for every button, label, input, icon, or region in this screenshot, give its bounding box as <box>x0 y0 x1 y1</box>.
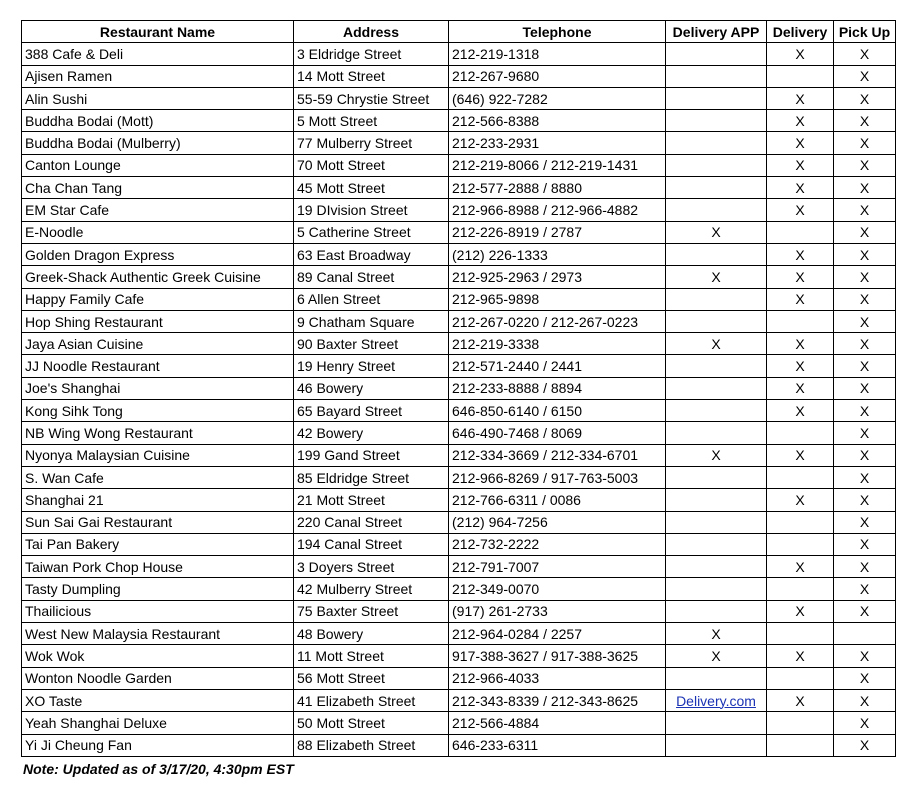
cell-telephone: 212-226-8919 / 2787 <box>449 221 666 243</box>
header-pick-up: Pick Up <box>834 21 896 43</box>
cell-pick-up: X <box>834 199 896 221</box>
cell-delivery-app <box>666 377 767 399</box>
cell-telephone: 212-966-8269 / 917-763-5003 <box>449 466 666 488</box>
cell-delivery-app <box>666 43 767 65</box>
cell-delivery <box>767 734 834 756</box>
cell-delivery: X <box>767 288 834 310</box>
cell-pick-up: X <box>834 533 896 555</box>
cell-delivery-app <box>666 689 767 711</box>
cell-address: 56 Mott Street <box>294 667 449 689</box>
cell-telephone: 212-925-2963 / 2973 <box>449 266 666 288</box>
cell-restaurant-name: EM Star Cafe <box>22 199 294 221</box>
cell-delivery <box>767 533 834 555</box>
table-row <box>22 511 896 533</box>
cell-telephone: (212) 964-7256 <box>449 511 666 533</box>
cell-pick-up: X <box>834 444 896 466</box>
cell-telephone: 212-233-8888 / 8894 <box>449 377 666 399</box>
update-note: Note: Updated as of 3/17/20, 4:30pm EST <box>23 761 294 777</box>
cell-restaurant-name: Wonton Noodle Garden <box>22 667 294 689</box>
cell-delivery <box>767 578 834 600</box>
cell-telephone: (212) 226-1333 <box>449 243 666 265</box>
cell-delivery: X <box>767 400 834 422</box>
cell-address: 85 Eldridge Street <box>294 466 449 488</box>
cell-address: 75 Baxter Street <box>294 600 449 622</box>
cell-telephone: 212-577-2888 / 8880 <box>449 177 666 199</box>
cell-address: 11 Mott Street <box>294 645 449 667</box>
cell-delivery: X <box>767 110 834 132</box>
cell-delivery: X <box>767 177 834 199</box>
cell-address: 55-59 Chrystie Street <box>294 87 449 109</box>
cell-restaurant-name: Jaya Asian Cuisine <box>22 333 294 355</box>
cell-delivery: X <box>767 333 834 355</box>
cell-delivery-app <box>666 422 767 444</box>
table-row <box>22 266 896 288</box>
table-row <box>22 355 896 377</box>
table-row <box>22 645 896 667</box>
cell-delivery-app: X <box>666 645 767 667</box>
cell-telephone: 212-219-3338 <box>449 333 666 355</box>
cell-delivery <box>767 65 834 87</box>
cell-pick-up: X <box>834 43 896 65</box>
cell-telephone: 212-349-0070 <box>449 578 666 600</box>
cell-address: 199 Gand Street <box>294 444 449 466</box>
cell-address: 48 Bowery <box>294 623 449 645</box>
cell-delivery <box>767 310 834 332</box>
cell-address: 14 Mott Street <box>294 65 449 87</box>
cell-pick-up: X <box>834 712 896 734</box>
cell-restaurant-name: 388 Cafe & Deli <box>22 43 294 65</box>
cell-restaurant-name: West New Malaysia Restaurant <box>22 623 294 645</box>
cell-address: 42 Bowery <box>294 422 449 444</box>
cell-pick-up: X <box>834 355 896 377</box>
cell-pick-up: X <box>834 645 896 667</box>
cell-delivery-app <box>666 199 767 221</box>
cell-delivery-app <box>666 533 767 555</box>
cell-pick-up <box>834 623 896 645</box>
cell-pick-up: X <box>834 377 896 399</box>
cell-delivery <box>767 667 834 689</box>
cell-delivery <box>767 623 834 645</box>
cell-restaurant-name: Wok Wok <box>22 645 294 667</box>
cell-telephone: 212-966-4033 <box>449 667 666 689</box>
table-body <box>22 43 896 757</box>
cell-restaurant-name: Golden Dragon Express <box>22 243 294 265</box>
cell-telephone: 212-566-8388 <box>449 110 666 132</box>
cell-address: 19 Henry Street <box>294 355 449 377</box>
cell-pick-up: X <box>834 243 896 265</box>
cell-delivery-app <box>666 489 767 511</box>
cell-restaurant-name: E-Noodle <box>22 221 294 243</box>
cell-restaurant-name: XO Taste <box>22 689 294 711</box>
cell-restaurant-name: Canton Lounge <box>22 154 294 176</box>
cell-delivery: X <box>767 154 834 176</box>
header-address: Address <box>294 21 449 43</box>
header-row <box>22 21 896 43</box>
cell-delivery: X <box>767 489 834 511</box>
cell-delivery-app: X <box>666 333 767 355</box>
cell-restaurant-name: Taiwan Pork Chop House <box>22 556 294 578</box>
table-row <box>22 310 896 332</box>
cell-restaurant-name: Thailicious <box>22 600 294 622</box>
table-row <box>22 556 896 578</box>
cell-telephone: 646-233-6311 <box>449 734 666 756</box>
cell-delivery: X <box>767 266 834 288</box>
table-row <box>22 110 896 132</box>
cell-telephone: 212-732-2222 <box>449 533 666 555</box>
cell-pick-up: X <box>834 333 896 355</box>
cell-telephone: 646-490-7468 / 8069 <box>449 422 666 444</box>
table-row <box>22 422 896 444</box>
cell-pick-up: X <box>834 689 896 711</box>
cell-address: 3 Eldridge Street <box>294 43 449 65</box>
cell-pick-up: X <box>834 422 896 444</box>
table-row <box>22 43 896 65</box>
cell-restaurant-name: JJ Noodle Restaurant <box>22 355 294 377</box>
cell-delivery-app: X <box>666 623 767 645</box>
cell-telephone: 646-850-6140 / 6150 <box>449 400 666 422</box>
cell-pick-up: X <box>834 110 896 132</box>
cell-delivery-app <box>666 466 767 488</box>
cell-pick-up: X <box>834 87 896 109</box>
table-row <box>22 199 896 221</box>
cell-delivery <box>767 221 834 243</box>
cell-pick-up: X <box>834 600 896 622</box>
cell-delivery-app <box>666 288 767 310</box>
cell-restaurant-name: Greek-Shack Authentic Greek Cuisine <box>22 266 294 288</box>
cell-address: 90 Baxter Street <box>294 333 449 355</box>
table-row <box>22 221 896 243</box>
cell-delivery-app: X <box>666 266 767 288</box>
cell-delivery: X <box>767 355 834 377</box>
cell-telephone: 212-766-6311 / 0086 <box>449 489 666 511</box>
header-delivery-app: Delivery APP <box>666 21 767 43</box>
cell-delivery-app <box>666 177 767 199</box>
cell-delivery: X <box>767 556 834 578</box>
cell-address: 46 Bowery <box>294 377 449 399</box>
cell-address: 89 Canal Street <box>294 266 449 288</box>
cell-telephone: 212-571-2440 / 2441 <box>449 355 666 377</box>
cell-delivery: X <box>767 377 834 399</box>
cell-delivery-app <box>666 712 767 734</box>
table-row <box>22 400 896 422</box>
table-row <box>22 444 896 466</box>
cell-address: 5 Catherine Street <box>294 221 449 243</box>
cell-address: 220 Canal Street <box>294 511 449 533</box>
cell-delivery: X <box>767 689 834 711</box>
cell-delivery-app <box>666 154 767 176</box>
cell-telephone: 212-791-7007 <box>449 556 666 578</box>
cell-delivery-app <box>666 600 767 622</box>
cell-delivery-app <box>666 667 767 689</box>
cell-delivery-app <box>666 734 767 756</box>
cell-pick-up: X <box>834 489 896 511</box>
cell-restaurant-name: Sun Sai Gai Restaurant <box>22 511 294 533</box>
cell-delivery: X <box>767 87 834 109</box>
cell-telephone: 212-566-4884 <box>449 712 666 734</box>
table-row <box>22 600 896 622</box>
cell-address: 194 Canal Street <box>294 533 449 555</box>
cell-pick-up: X <box>834 65 896 87</box>
cell-pick-up: X <box>834 288 896 310</box>
cell-address: 21 Mott Street <box>294 489 449 511</box>
cell-restaurant-name: Tai Pan Bakery <box>22 533 294 555</box>
cell-delivery-app <box>666 110 767 132</box>
table-row <box>22 177 896 199</box>
cell-restaurant-name: Nyonya Malaysian Cuisine <box>22 444 294 466</box>
cell-telephone: 917-388-3627 / 917-388-3625 <box>449 645 666 667</box>
cell-delivery <box>767 712 834 734</box>
table-row <box>22 333 896 355</box>
cell-pick-up: X <box>834 400 896 422</box>
cell-delivery-app <box>666 400 767 422</box>
table-row <box>22 533 896 555</box>
cell-delivery-app <box>666 65 767 87</box>
cell-pick-up: X <box>834 266 896 288</box>
cell-pick-up: X <box>834 177 896 199</box>
cell-address: 45 Mott Street <box>294 177 449 199</box>
cell-delivery-app <box>666 310 767 332</box>
cell-restaurant-name: Happy Family Cafe <box>22 288 294 310</box>
cell-address: 6 Allen Street <box>294 288 449 310</box>
table-row <box>22 65 896 87</box>
cell-address: 50 Mott Street <box>294 712 449 734</box>
table-row <box>22 466 896 488</box>
cell-address: 70 Mott Street <box>294 154 449 176</box>
cell-restaurant-name: NB Wing Wong Restaurant <box>22 422 294 444</box>
cell-pick-up: X <box>834 511 896 533</box>
cell-telephone: 212-965-9898 <box>449 288 666 310</box>
header-telephone: Telephone <box>449 21 666 43</box>
cell-delivery-app <box>666 87 767 109</box>
cell-telephone: 212-219-8066 / 212-219-1431 <box>449 154 666 176</box>
cell-delivery-app <box>666 578 767 600</box>
delivery-app-link[interactable]: Delivery.com <box>676 692 756 709</box>
cell-restaurant-name: Kong Sihk Tong <box>22 400 294 422</box>
cell-telephone: 212-233-2931 <box>449 132 666 154</box>
cell-restaurant-name: Cha Chan Tang <box>22 177 294 199</box>
cell-address: 9 Chatham Square <box>294 310 449 332</box>
table-row <box>22 87 896 109</box>
table-row <box>22 377 896 399</box>
cell-restaurant-name: Ajisen Ramen <box>22 65 294 87</box>
cell-address: 88 Elizabeth Street <box>294 734 449 756</box>
cell-delivery: X <box>767 600 834 622</box>
cell-delivery: X <box>767 243 834 265</box>
table-row <box>22 712 896 734</box>
cell-delivery <box>767 466 834 488</box>
cell-address: 65 Bayard Street <box>294 400 449 422</box>
cell-telephone: 212-267-9680 <box>449 65 666 87</box>
cell-telephone: 212-334-3669 / 212-334-6701 <box>449 444 666 466</box>
cell-delivery-app <box>666 511 767 533</box>
cell-restaurant-name: Buddha Bodai (Mulberry) <box>22 132 294 154</box>
cell-delivery: X <box>767 132 834 154</box>
table-row <box>22 578 896 600</box>
table-row <box>22 489 896 511</box>
header-delivery: Delivery <box>767 21 834 43</box>
cell-restaurant-name: Buddha Bodai (Mott) <box>22 110 294 132</box>
cell-telephone: 212-267-0220 / 212-267-0223 <box>449 310 666 332</box>
cell-pick-up: X <box>834 154 896 176</box>
cell-delivery: X <box>767 43 834 65</box>
cell-telephone: 212-343-8339 / 212-343-8625 <box>449 689 666 711</box>
cell-pick-up: X <box>834 578 896 600</box>
cell-restaurant-name: Yeah Shanghai Deluxe <box>22 712 294 734</box>
cell-pick-up: X <box>834 466 896 488</box>
table-row <box>22 243 896 265</box>
cell-address: 42 Mulberry Street <box>294 578 449 600</box>
cell-address: 3 Doyers Street <box>294 556 449 578</box>
cell-restaurant-name: Tasty Dumpling <box>22 578 294 600</box>
table-row <box>22 288 896 310</box>
cell-telephone: (917) 261-2733 <box>449 600 666 622</box>
table-row <box>22 623 896 645</box>
cell-restaurant-name: Joe's Shanghai <box>22 377 294 399</box>
restaurant-table <box>21 20 896 757</box>
cell-delivery-app <box>666 355 767 377</box>
cell-address: 41 Elizabeth Street <box>294 689 449 711</box>
cell-delivery <box>767 422 834 444</box>
header-restaurant-name: Restaurant Name <box>22 21 294 43</box>
cell-address: 19 DIvision Street <box>294 199 449 221</box>
cell-delivery-app: X <box>666 444 767 466</box>
cell-restaurant-name: Yi Ji Cheung Fan <box>22 734 294 756</box>
table-row <box>22 132 896 154</box>
cell-telephone: 212-964-0284 / 2257 <box>449 623 666 645</box>
cell-pick-up: X <box>834 667 896 689</box>
cell-restaurant-name: Shanghai 21 <box>22 489 294 511</box>
cell-restaurant-name: Hop Shing Restaurant <box>22 310 294 332</box>
cell-address: 5 Mott Street <box>294 110 449 132</box>
cell-address: 63 East Broadway <box>294 243 449 265</box>
cell-pick-up: X <box>834 221 896 243</box>
cell-pick-up: X <box>834 556 896 578</box>
cell-delivery-app <box>666 132 767 154</box>
cell-pick-up: X <box>834 734 896 756</box>
cell-address: 77 Mulberry Street <box>294 132 449 154</box>
cell-delivery: X <box>767 199 834 221</box>
cell-pick-up: X <box>834 310 896 332</box>
table-row <box>22 667 896 689</box>
cell-telephone: (646) 922-7282 <box>449 87 666 109</box>
table-row <box>22 734 896 756</box>
cell-restaurant-name: S. Wan Cafe <box>22 466 294 488</box>
restaurant-table-container <box>21 20 896 757</box>
cell-delivery: X <box>767 444 834 466</box>
cell-delivery-app <box>666 556 767 578</box>
cell-delivery: X <box>767 645 834 667</box>
table-row <box>22 154 896 176</box>
cell-delivery <box>767 511 834 533</box>
cell-restaurant-name: Alin Sushi <box>22 87 294 109</box>
cell-delivery-app <box>666 243 767 265</box>
cell-telephone: 212-966-8988 / 212-966-4882 <box>449 199 666 221</box>
cell-telephone: 212-219-1318 <box>449 43 666 65</box>
cell-delivery-app: X <box>666 221 767 243</box>
table-row <box>22 689 896 711</box>
cell-pick-up: X <box>834 132 896 154</box>
